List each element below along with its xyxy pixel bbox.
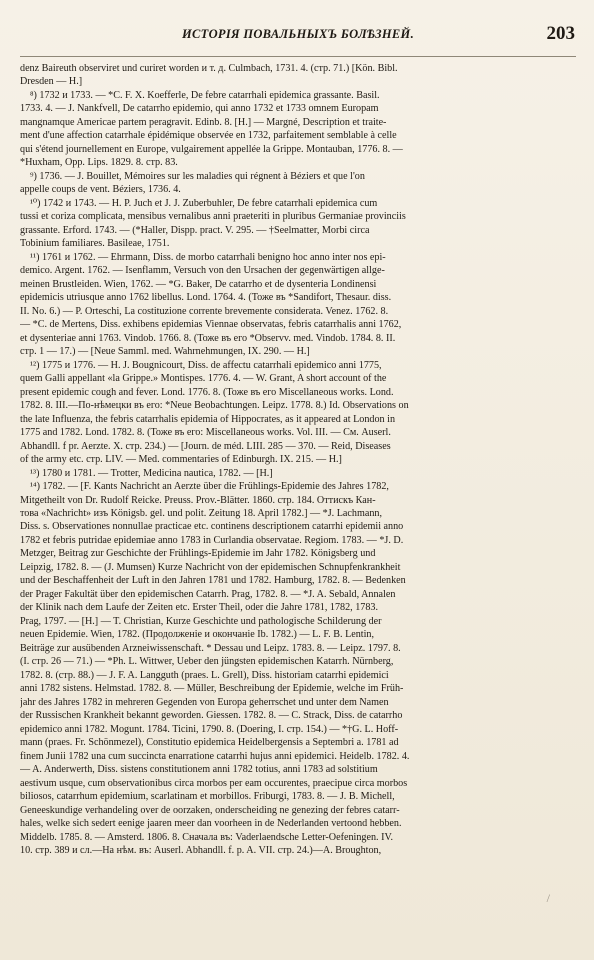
text-line: und der Beschaffenheit der Luft in den Jahren 1781 und 1782. Hamburg, 1782. 8. — Bedenken bbox=[20, 575, 406, 587]
text-line: mann (praes. Fr. Schönmezel), Constitutio epidemica Heidelbergensis a Septembri a. 1781 ad bbox=[20, 737, 399, 749]
text-line: — *C. de Mertens, Diss. exhibens epidemias Viennae observatas, febris catarrhalis anni 1762, bbox=[20, 319, 402, 331]
text-line: mangnamque Americae partem peragravit. Edinb. 8. [H.] — Margné, Description et traite- bbox=[20, 116, 387, 128]
text-line: 1733. 4. — J. Nankfvell, De catarrho epidemio, qui anno 1732 et 1733 omnem Europam bbox=[20, 103, 379, 115]
text-line: aestivum usque, cum observationibus circa morbos per eam occurentes, praecipue circa morbos bbox=[20, 777, 408, 789]
text-line: Beiträge zur ausübenden Arzneiwissenschaft. * Dessau und Leipz. 1783. 8. — Leipz. 1797. 8. bbox=[20, 642, 401, 654]
text-line: ¹⁰) 1742 и 1743. — H. P. Juch et J. J. Zuberbuhler, De febre catarrhali epidemica cum bbox=[30, 197, 378, 209]
text-line: der Prager Fakultät über den epidemischen Catarrh. Prag, 1782. 8. — *J. A. Sebald, Annalen bbox=[20, 588, 396, 600]
text-line: ¹²) 1775 и 1776. — H. J. Bougnicourt, Diss. de affectu catarrhali epidemico anni 1775, bbox=[30, 359, 382, 371]
text-line: meinen Brustleiden. Wien, 1762. — *G. Baker, De catarrho et de dysenteria Londinensi bbox=[20, 278, 377, 290]
text-line: of the army etc. стр. LIV. — Med. commentaries of Edinburgh. IX. 215. — H.] bbox=[20, 454, 342, 466]
text-line: et dysenteriae anni 1763. Vindob. 1766. 8. (Тоже въ его *Observv. med. Vindob. 1784. 8. II. bbox=[20, 332, 396, 344]
text-line: grassante. Erford. 1743. — (*Haller, Dispp. pract. V. 295. — †Seelmatter, Morbi circa bbox=[20, 224, 370, 236]
text-line: appelle coups de vent. Béziers, 1736. 4. bbox=[20, 184, 181, 196]
text-line: hales, welke sich sedert eenige jaaren meer dan voorheen in de Nederlanden vertoond hebben. bbox=[20, 818, 402, 830]
text-line: epidemicis utriusque anno 1762 libellus. Lond. 1764. 4. (Тоже въ *Sandifort, Thesaur. diss. bbox=[20, 292, 392, 304]
text-line: ¹³) 1780 и 1781. — Trotter, Medicina nautica, 1782. — [H.] bbox=[30, 467, 273, 479]
text-line: Prag, 1797. — [H.] — T. Christian, Kurze Geschichte und pathologische Schilderung der bbox=[20, 615, 382, 627]
page-number: 203 bbox=[546, 23, 575, 44]
text-line: *Huxham, Opp. Lips. 1829. 8. стр. 83. bbox=[20, 157, 178, 169]
text-line: 1782 et febris putridae epidemiae anno 1783 in Curlandia observatae. Regiom. 1783. — *J. D. bbox=[20, 534, 404, 546]
running-head: ИСТОРІЯ ПОВАЛЬНЫХЪ БОЛѢЗНЕЙ. bbox=[181, 27, 415, 41]
text-line: 1782. 8. (стр. 88.) — J. F. A. Langguth (praes. L. Grell), Diss. historiam catarrhi epidemici bbox=[20, 669, 389, 681]
text-line: Tobinium familiares. Basileae, 1751. bbox=[20, 238, 170, 250]
text-line: quem Galli appellant «la Grippe.» Montispes. 1776. 4. — W. Grant, A short account of the bbox=[20, 373, 387, 385]
text-line: ¹⁴) 1782. — [F. Kants Nachricht an Aerzte über die Frühlings-Epidemie des Jahres 1782, bbox=[30, 481, 389, 493]
text-line: Dresden — H.] bbox=[20, 76, 83, 88]
text-line: — A. Anderwerth, Diss. sistens constitutionem anni 1782 totius, anni 1783 ad solstitium bbox=[20, 764, 378, 776]
text-line: Metzger, Beitrag zur Geschichte der Frühlings-Epidemie im Jahr 1782. Königsberg und bbox=[20, 548, 376, 560]
text-line: ment d'une affection catarrhale épidémique observée en 1732, parfaitement semblable à celle bbox=[20, 130, 397, 142]
text-line: ⁸) 1732 и 1733. — *C. F. X. Koefferle, De febre catarrhali epidemica grassante. Basil. bbox=[30, 89, 380, 101]
text-line: това «Nachricht» изъ Königsb. gel. und polit. Zeitung 18. April 1782.] — *J. Lachmann, bbox=[20, 507, 382, 519]
margin-mark: / bbox=[546, 891, 550, 905]
text-line: ¹¹) 1761 и 1762. — Ehrmann, Diss. de morbo catarrhali benigno hoc anno inter nos epi- bbox=[30, 251, 386, 263]
body-text bbox=[20, 62, 576, 858]
text-line: Middelb. 1785. 8. — Amsterd. 1806. 8. Сначала въ: Vaderlaendsche Letter-Oefeningen. IV. bbox=[20, 831, 393, 843]
text-line: epidemico anni 1782. Mogunt. 1784. Ticini, 1790. 8. (Doering, I. стр. 154.) — *†G. L. Hoff- bbox=[20, 723, 399, 735]
text-line: Mitgetheilt von Dr. Rudolf Reicke. Preuss. Prov.-Blätter. 1860. стр. 184. Оттискъ Кан- bbox=[20, 494, 376, 506]
text-line: der Klinik nach dem Laufe der Zeiten etc. Erster Theil, oder die Jahre 1781, 1782, 1783. bbox=[20, 602, 379, 614]
text-line: Abhandll. f pr. Aerzte. X. стр. 234.) — [Journ. de méd. LIII. 285 — 370. — Reid, Diseases bbox=[20, 440, 391, 452]
text-line: Geneeskundige verhandeling over de oorzaken, onderscheiding ne genezing der febres catarr- bbox=[20, 804, 400, 816]
text-line: стр. 1 — 17.) — [Neue Samml. med. Wahrnehmungen, IX. 290. — H.] bbox=[20, 346, 310, 358]
text-line: 1782. 8. III.—По-нѣмецки въ его: *Neue Beobachtungen. Leipz. 1778. 8.) Id. Observations on bbox=[20, 400, 409, 412]
text-line: der Russischen Krankheit bekannt geworden. Giessen. 1782. 8. — C. Strack, Diss. de catarrho bbox=[20, 710, 403, 722]
text-line: jahr des Jahres 1782 in mehreren Gegenden von Europa geherrschet und unter dem Namen bbox=[20, 696, 389, 708]
text-line: tussi et coriza complicata, mensibus vernalibus anni praeteriti in pluribus Germaniae provinciis bbox=[20, 211, 406, 223]
text-line: the late Influenza, the febris catarrhalis epidemia of Hippocrates, as it appeared at London in bbox=[20, 413, 396, 425]
text-line: finem Junii 1782 una cum succincta enarratione catarrhi hujus anni epidemici. Heidelb. 1782. 4. bbox=[20, 750, 410, 762]
text-line: Leipzig, 1782. 8. — (J. Mumsen) Kurze Nachricht von der epidemischen Schnupfenkrankheit bbox=[20, 561, 401, 573]
text-line: biliosos, catarrhum epidemium, scarlatinam et morbillos. Friburgi, 1783. 8. — J. B. Michell, bbox=[20, 791, 395, 803]
text-line: demico. Argent. 1762. — Isenflamm, Versuch von den Ursachen der gegenwärtigen allge- bbox=[20, 265, 385, 277]
page-header bbox=[20, 22, 576, 57]
text-line: denz Baireuth observiret und curiret worden и т. д. Culmbach, 1731. 4. (стр. 71.) [Kön. Bibl. bbox=[20, 63, 398, 74]
text-line: ⁹) 1736. — J. Bouillet, Mémoires sur les maladies qui régnent à Béziers et que l'on bbox=[30, 170, 365, 182]
text-line: qui s'étend journellement en Europe, vulgairement appellée la Grippe. Montauban, 1776. 8. — bbox=[20, 143, 403, 155]
text-line: neuen Epidemie. Wien, 1782. (Продолженіе и окончаніе Ib. 1782.) — L. F. B. Lentin, bbox=[20, 629, 375, 641]
text-line: Diss. s. Observationes nonnullae practicae etc. continens descriptionem catarrhi epidemii anno bbox=[20, 521, 404, 533]
text-line: II. No. 6.) — P. Orteschi, La costituzione corrente brevemente considerata. Venez. 1762. 8. bbox=[20, 305, 389, 317]
text-line: 1775 and 1782. Lond. 1782. 8. (Тоже въ его: Miscellaneous works. Vol. III. — См. Auserl. bbox=[20, 427, 391, 439]
text-line: present epidemic cough and fever. Lond. 1776. 8. (Тоже въ его Miscellaneous works. Lond. bbox=[20, 386, 394, 398]
text-line: (I. стр. 26 — 71.) — *Ph. L. Wittwer, Ueber den jüngsten epidemischen Katarrh. Nürnberg, bbox=[20, 656, 394, 668]
text-line: 10. стр. 389 и сл.—На нѣм. въ: Auserl. Abhandll. f. p. A. VII. стр. 24.)—A. Broughton, bbox=[20, 845, 382, 857]
text-line: anni 1782 sistens. Helmstad. 1782. 8. — Müller, Beschreibung der Epidemie, welche im Früh- bbox=[20, 683, 404, 695]
